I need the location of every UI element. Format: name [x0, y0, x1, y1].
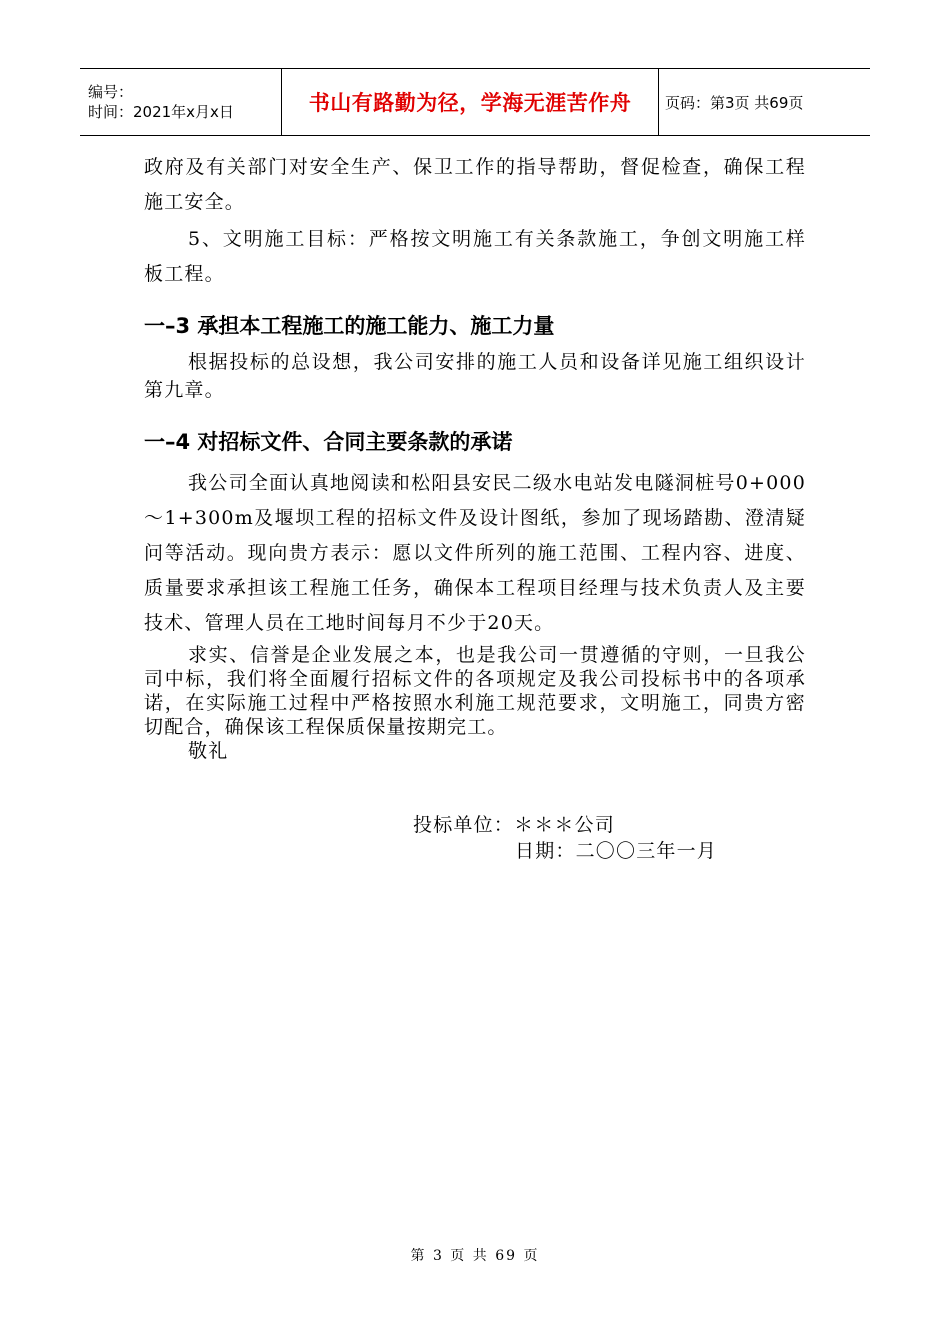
time-label: 时间：2021年x月x日: [88, 103, 234, 121]
document-body: [144, 150, 806, 763]
header-motto-cell: [282, 69, 659, 135]
page-info: 页码：第3页 共69页: [665, 93, 804, 112]
section-heading-4: 一–4 对招标文件、合同主要条款的承诺: [144, 430, 513, 454]
header-page-cell: [659, 69, 870, 135]
code-label: 编号：: [88, 83, 134, 101]
signature-date: 日期：二〇〇三年一月: [515, 840, 718, 862]
paragraph-1: 政府及有关部门对安全生产、保卫工作的指导帮助，督促检查，确保工程施工安全。: [144, 156, 806, 213]
header-table: [80, 68, 870, 136]
bidder-signature: 投标单位：＊＊＊公司: [413, 814, 616, 836]
section-heading-3: 一–3 承担本工程施工的施工能力、施工力量: [144, 314, 555, 338]
paragraph-5: 求实、信誉是企业发展之本，也是我公司一贯遵循的守则，一旦我公司中标，我们将全面履行招标文件的各项规定及我公司投标书中的各项承诺，在实际施工过程中严格按照水利施工规范要求，文明施工，同贵方密切配合，确保该工程保质保量按期完工。: [144, 644, 806, 738]
motto-text: 书山有路勤为径，学海无涯苦作舟: [308, 91, 632, 115]
header-left-cell: [80, 69, 282, 135]
paragraph-4: 我公司全面认真地阅读和松阳县安民二级水电站发电隧洞桩号0+000～1+300m及堰坝工程的招标文件及设计图纸，参加了现场踏勘、澄清疑问等活动。现向贵方表示：愿以文件所列的施工范围、工程内容、进度、质量要求承担该工程施工任务，确保本工程项目经理与技术负责人及主要技术、管理人员在工地时间每月不少于20天。: [144, 472, 806, 634]
closing-salutation: 敬礼: [188, 740, 229, 762]
paragraph-2: 5、文明施工目标：严格按文明施工有关条款施工，争创文明施工样板工程。: [144, 228, 806, 285]
paragraph-3: 根据投标的总设想，我公司安排的施工人员和设备详见施工组织设计第九章。: [144, 351, 806, 401]
page-footer: 第 3 页 共 69 页: [410, 1248, 540, 1264]
